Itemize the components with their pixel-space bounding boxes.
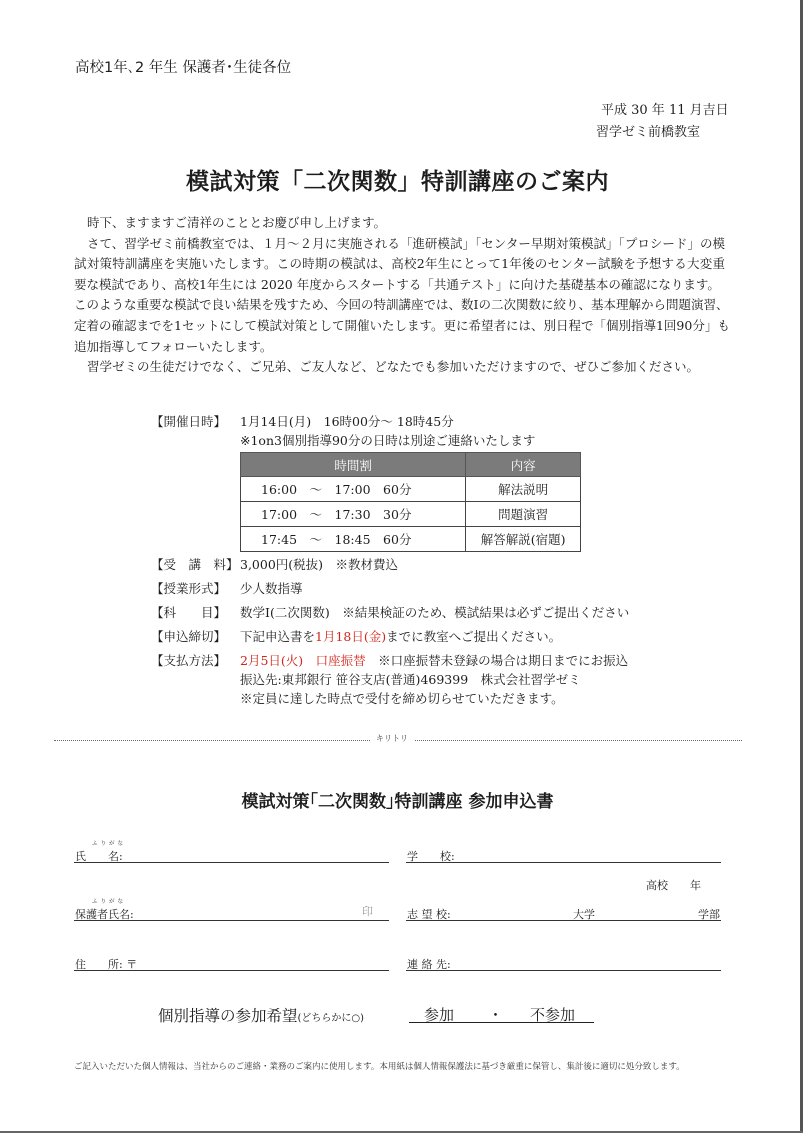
option-no[interactable]: 不参加 (530, 1006, 576, 1024)
body-line: 要な模試であり、高校1年生には 2020 年度からスタートする「共通テスト」に向けた基礎基本の確認になります。 (74, 276, 720, 292)
fee-value: 3,000円(税抜) ※教材費込 (240, 557, 399, 572)
aspiration-field[interactable] (406, 920, 721, 921)
guardian-ruby: ふりがな (92, 899, 127, 905)
deadline-pre: 下記申込書を (240, 629, 316, 644)
table-row (241, 527, 581, 552)
name-ruby: ふりがな (92, 841, 127, 847)
table-row (241, 502, 581, 527)
table-row (241, 477, 581, 502)
timetable-time: 17:00 ～ 17:30 30分 (241, 502, 466, 527)
document-title: 模試対策「二次関数」特訓講座のご案内 (186, 169, 609, 195)
deadline-value (240, 627, 561, 645)
guardian-label: 保護者氏名: (75, 908, 134, 921)
privacy-notice: ご記入いただいた個人情報は、当社からのご連絡・業務のご案内に使用します。本用紙は個人情報保護法に基づき厳重に保管し、集計後に適切に処分致します。 (74, 1062, 685, 1072)
body-paragraphs (74, 213, 730, 378)
organization: 習学ゼミ前橋教室 (596, 125, 701, 140)
body-line: 習学ゼミの生徒だけでなく、ご兄弟、ご友人など、どなたでも参加いただけますので、ぜひご参加ください。 (87, 359, 700, 375)
contact-label: 連 絡 先: (407, 958, 451, 971)
seal-mark: 印 (362, 905, 373, 918)
deadline-date: 1月18日(金) (315, 629, 387, 644)
timetable-time: 17:45 ～ 18:45 60分 (241, 527, 466, 552)
name-label: 氏 名: (75, 850, 123, 863)
form-title: 模試対策｢二次関数｣特訓講座 参加申込書 (241, 792, 554, 812)
guardian-field[interactable] (74, 920, 389, 921)
deadline-post: までに教室へご提出ください。 (386, 629, 562, 644)
preference-prompt (158, 1004, 364, 1026)
preference-underline (409, 1022, 594, 1023)
fee-label: 【受 講 料】 (151, 557, 239, 572)
subject-label: 【科 目】 (151, 605, 227, 620)
cut-label: キリトリ (370, 733, 414, 744)
timetable-time: 16:00 ～ 17:00 60分 (241, 477, 466, 502)
body-line: 試対策特訓講座を実施いたします。この時期の模試は、高校2年生にとって1年後のセンター試験を予想する大変重 (74, 256, 725, 272)
payment-value (240, 651, 628, 669)
body-line: 定着の確認までを1セットにして模試対策として開催いたします。更に希望者には、別日程で「個別指導1回90分」も (74, 317, 730, 333)
preference-label: 個別指導の参加希望 (158, 1007, 298, 1025)
subject-value: 数学I(二次関数) ※結果検証のため、模試結果は必ずご提出ください (240, 605, 630, 620)
format-label: 【授業形式】 (151, 581, 227, 596)
payment-note: ※口座振替未登録の場合は期日までにお振込 (365, 653, 629, 668)
faculty-suffix: 学部 (698, 908, 720, 921)
university-suffix: 大学 (573, 908, 595, 921)
timetable-header-time: 時間割 (241, 453, 466, 477)
schedule-note: ※1on3個別指導90分の日時は別途ご連絡いたします (240, 433, 536, 448)
highschool-suffix: 高校 年 (646, 879, 701, 892)
aspiration-label: 志 望 校: (407, 908, 451, 921)
option-separator: ・ (488, 1006, 504, 1024)
capacity-note: ※定員に達した時点で受付を締め切らせていただきます。 (240, 691, 564, 706)
contact-field[interactable] (406, 970, 721, 971)
school-label: 学 校: (407, 850, 455, 863)
greeting-line: 時下、ますますご清祥のこととお慶び申し上げます。 (87, 215, 387, 230)
format-value: 少人数指導 (240, 581, 303, 596)
timetable (240, 452, 581, 552)
address-field[interactable] (74, 970, 389, 971)
school-field[interactable] (406, 862, 721, 863)
schedule-value: 1月14日(月) 16時00分～ 18時45分 (240, 414, 454, 429)
payment-date: 2月5日(火) 口座振替 (240, 653, 366, 668)
payment-bank: 振込先:東邦銀行 笹谷支店(普通)469399 株式会社習学ゼミ (240, 672, 581, 687)
issue-date: 平成 30 年 11 月吉日 (601, 103, 729, 118)
recipients: 高校1年､2 年生 保護者･生徒各位 (75, 60, 292, 76)
option-yes[interactable]: 参加 (424, 1006, 455, 1024)
body-line: このような重要な模試で良い結果を残すため、今回の特訓講座では、数Iの二次関数に絞り、基本理解から問題演習、 (74, 297, 729, 313)
preference-hint: (どちらかに○) (297, 1013, 365, 1024)
timetable-header-content: 内容 (466, 453, 581, 477)
timetable-content: 解法説明 (466, 477, 581, 502)
timetable-content: 解答解説(宿題) (466, 527, 581, 552)
schedule-label: 【開催日時】 (151, 414, 227, 429)
address-label: 住 所: 〒 (75, 958, 138, 971)
timetable-content: 問題演習 (466, 502, 581, 527)
body-line: 追加指導してフォローいたします。 (74, 338, 273, 354)
timetable-header-row (241, 453, 581, 477)
payment-label: 【支払方法】 (151, 653, 227, 668)
name-field[interactable] (74, 862, 389, 863)
body-line: さて、習学ゼミ前橋教室では、１月～２月に実施される「進研模試」「センター早期対策模試」「プロシード」の模 (87, 235, 725, 251)
deadline-label: 【申込締切】 (151, 629, 227, 644)
